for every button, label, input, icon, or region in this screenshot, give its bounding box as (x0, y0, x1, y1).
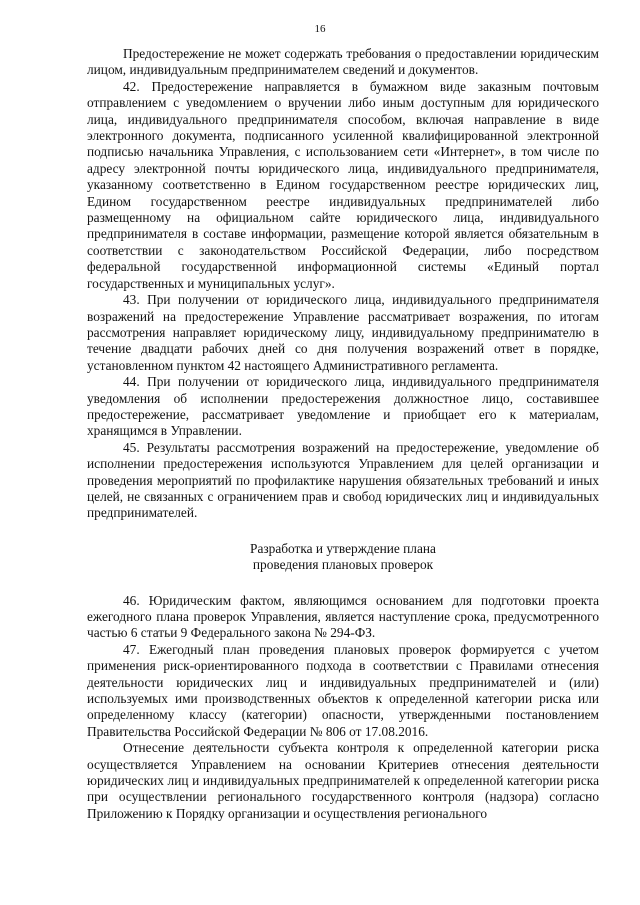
paragraph-45: 45. Результаты рассмотрения возражений на предостережение, уведомление об исполнении предостережения используются Управлением для целей организации и проведения мероприятий по профилактике нарушения обязательных требований и иных целей, не связанных с ограничением прав и свобод юридических лиц и индивидуальных предпринимателей. (87, 439, 599, 521)
document-body (87, 46, 599, 822)
section-heading-line-2: проведения плановых проверок (252, 557, 434, 573)
section-heading-line-1: Разработка и утверждение плана (250, 540, 436, 556)
paragraph-47: 47. Ежегодный план проведения плановых проверок формируется с учетом применения риск-ориентированного подхода в соответствии с Правилами отнесения деятельности юридических лиц и индивидуальных предпринимателей и (или) используемых ими производственных объектов к определенной категории риска или определенному классу (категории) опасности, утвержденными постановлением Правительства Российской Федерации № 806 от 17.08.2016. (87, 641, 599, 739)
paragraph-prohibition: Предостережение не может содержать требования о предоставлении юридическим лицом, индивидуальным предпринимателем сведений и документов. (87, 46, 599, 78)
paragraph-43: 43. При получении от юридического лица, индивидуального предпринимателя возражений на предостережение Управление рассматривает возражения, по итогам рассмотрения направляет юридическому лицу, индивидуальному предпринимателю в течение двадцати рабочих дней со дня получения возражений ответ в порядке, установленном пунктом 42 настоящего Административного регламента. (87, 292, 599, 373)
paragraph-42: 42. Предостережение направляется в бумажном виде заказным почтовым отправлением с уведомлением о вручении либо иным доступным для юридического лица, индивидуального предпринимателя способом, включая направление в виде электронного документа, подписанного усиленной квалифицированной электронной подписью начальника Управления, с использованием сети «Интернет», в том числе по адресу электронной почты юридического лица, индивидуального предпринимателя, указанному соответственно в Едином государственном реестре юридических лиц, Едином государственном реестре индивидуальных предпринимателей либо размещенному на официальном сайте юридического лица, индивидуального предпринимателя в составе информации, размещение которой является обязательным в соответствии с законодательством Российской Федерации, либо посредством федеральной государственной информационной системы «Единый портал государственных и муниципальных услуг». (87, 78, 599, 291)
paragraph-44: 44. При получении от юридического лица, индивидуального предпринимателя уведомления об исполнении предостережения должностное лицо, составившее предостережение, рассматривает уведомление и приобщает его к материалам, хранящимся в Управлении. (87, 374, 599, 439)
section-heading (87, 541, 599, 574)
page-number: 16 (314, 23, 326, 35)
paragraph-46: 46. Юридическим фактом, являющимся основанием для подготовки проекта ежегодного плана проверок Управления, является наступление срока, предусмотренного частью 6 статьи 9 Федерального закона № 294-ФЗ. (87, 592, 599, 641)
paragraph-risk-category: Отнесение деятельности субъекта контроля к определенной категории риска осуществляется Управлением на основании Критериев отнесения деятельности юридических лиц и индивидуальных предпринимателей к определенной категории риска при осуществлении регионального государственного контроля (надзора) согласно Приложению к Порядку организации и осуществления регионального (87, 740, 599, 821)
